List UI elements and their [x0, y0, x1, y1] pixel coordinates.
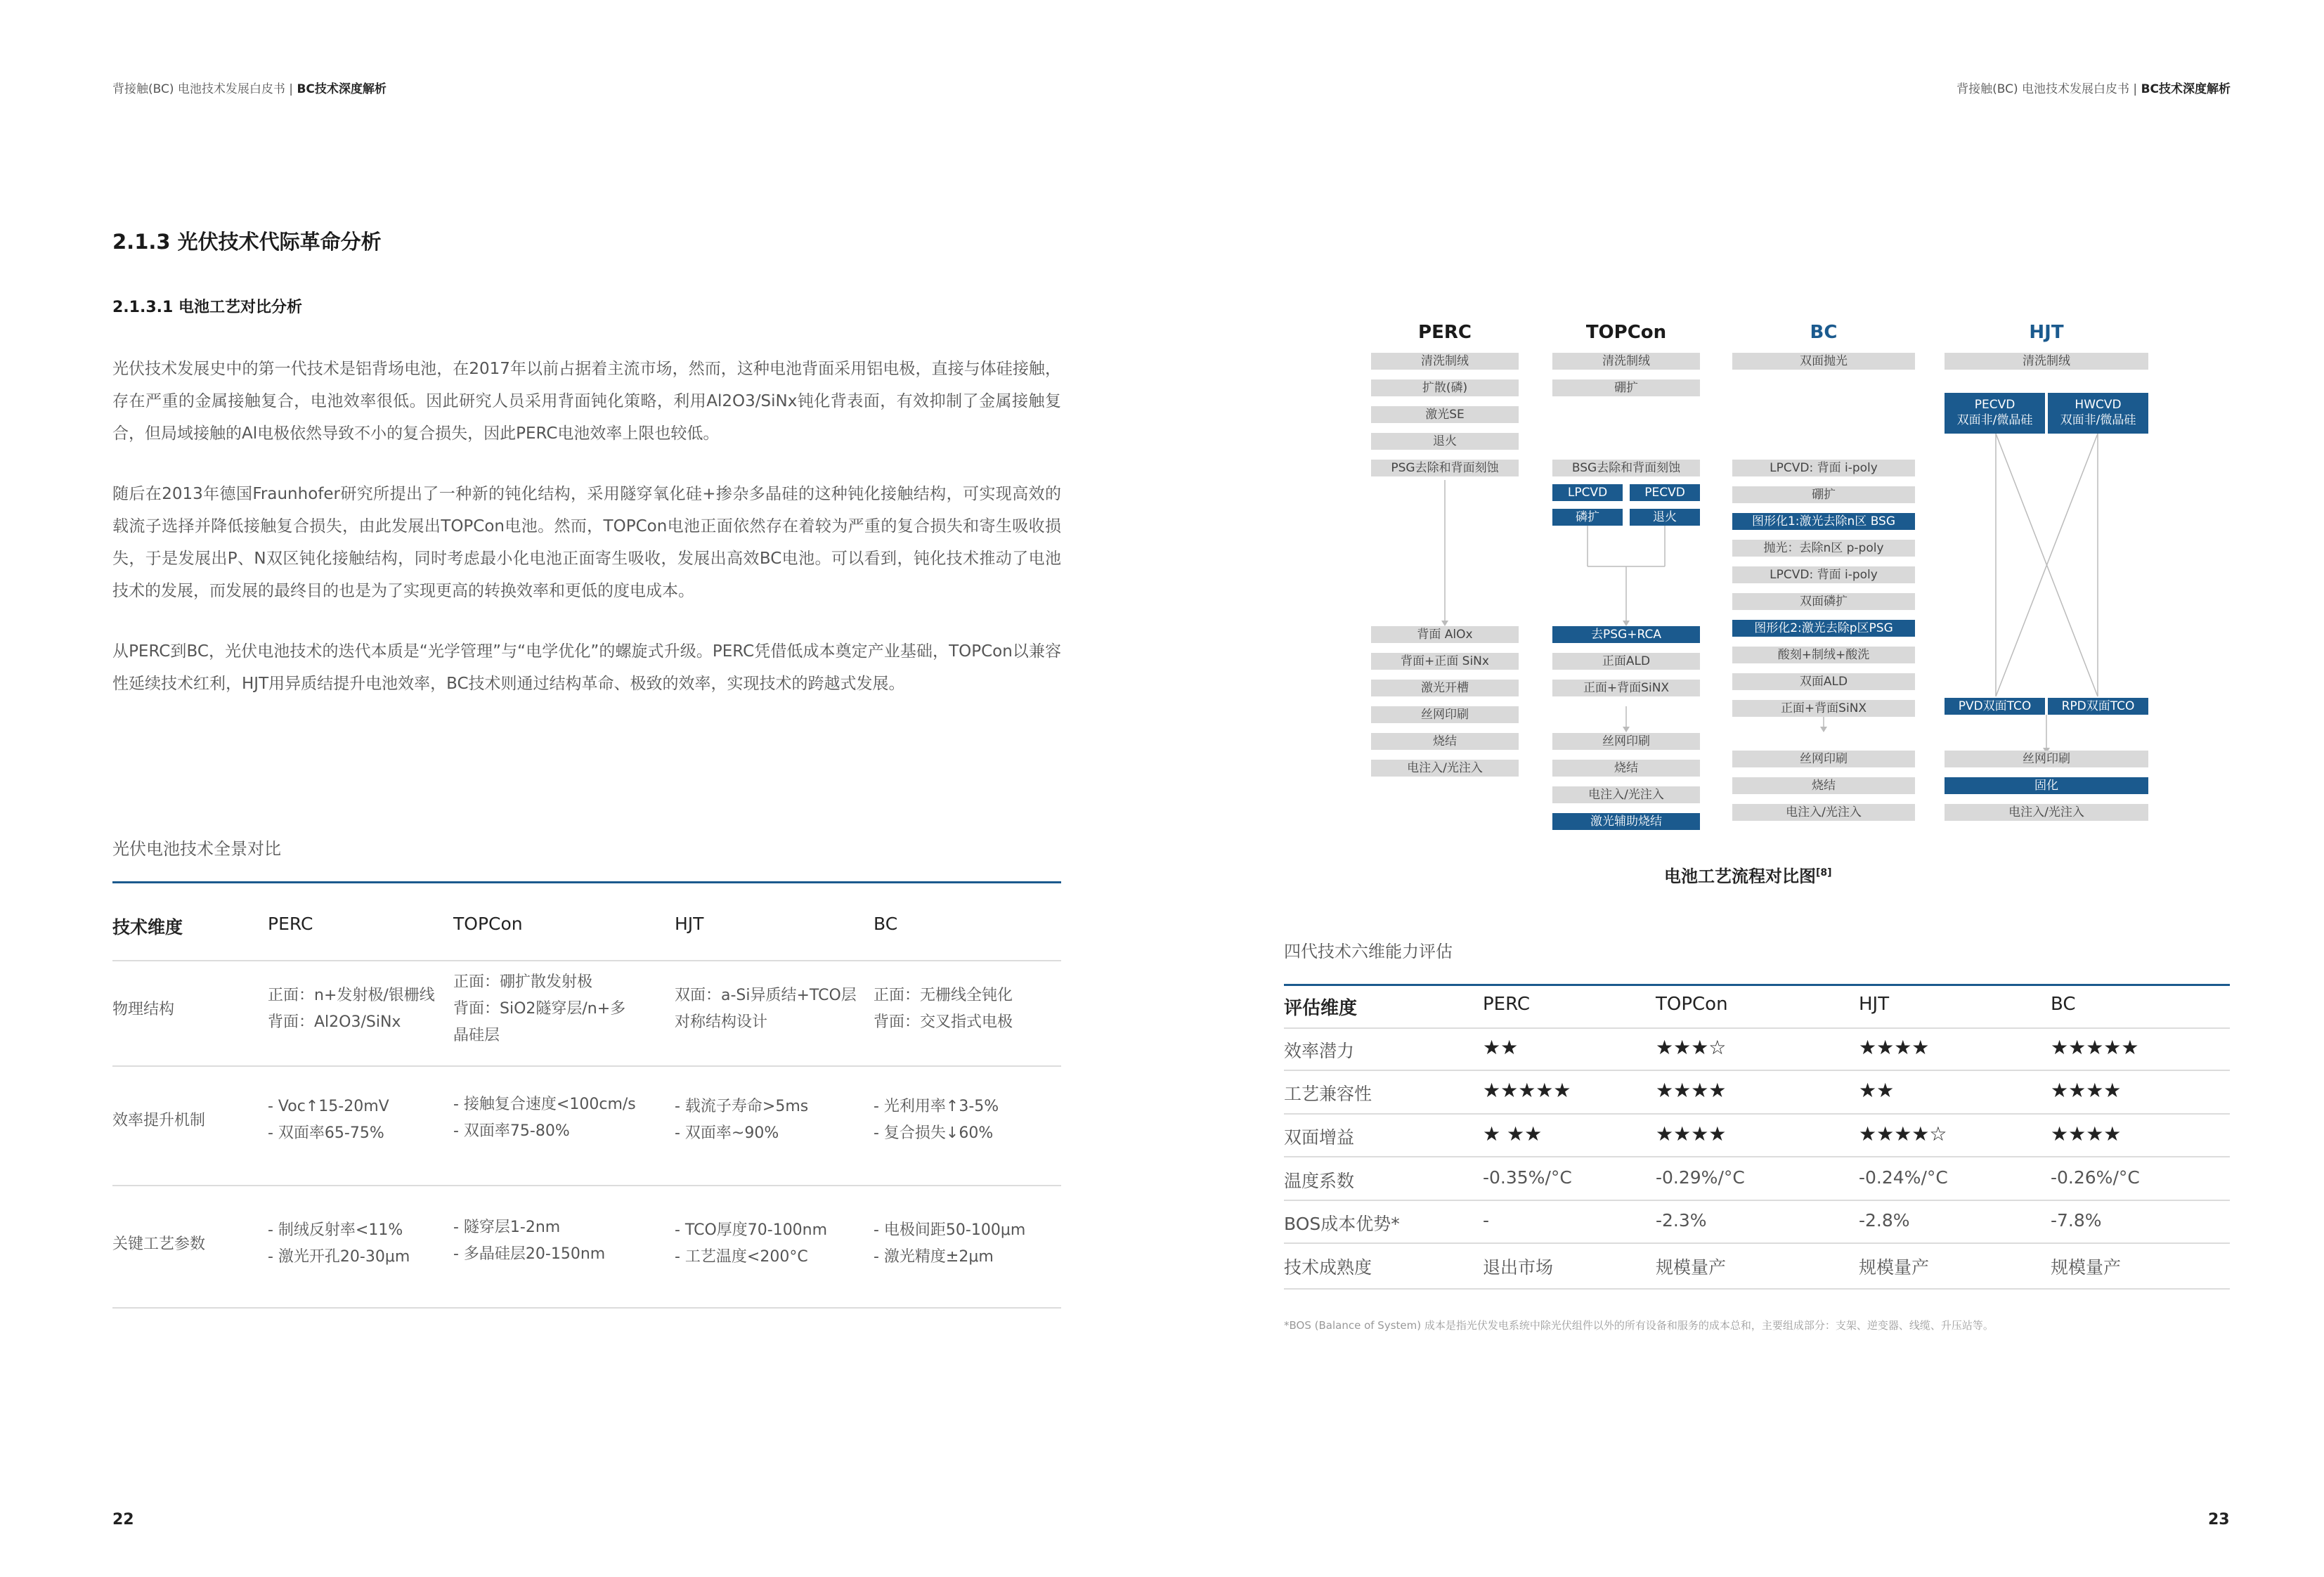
rating-stars: ★ ★★ [1483, 1122, 1543, 1146]
flow-step-highlight: 图形化1:激光去除n区 BSG [1732, 513, 1915, 530]
flow-step: 烧结 [1552, 760, 1700, 777]
row-divider [1284, 1242, 2230, 1244]
flow-step: 退火 [1371, 433, 1519, 450]
flow-step: 正面+背面SiNX [1732, 700, 1915, 717]
rating-stars: ★★★☆ [1656, 1036, 1727, 1059]
row-divider [112, 960, 1061, 961]
left-table-row-label: 物理结构 [112, 1001, 175, 1018]
right-table-header-perc: PERC [1483, 994, 1531, 1015]
flow-step: 清洗制绒 [1552, 353, 1700, 370]
right-table-header-hjt: HJT [1859, 994, 1890, 1015]
paragraph-3: 从PERC到BC，光伏电池技术的迭代本质是“光学管理”与“电学优化”的螺旋式升级。PERC凭借低成本奠定产业基础，TOPCon以兼容性延续技术红利，HJT用异质结提升电池效率，BC技术则通过结构革命、极致的效率，实现技术的跨越式发展。 [112, 642, 1061, 693]
flow-step-highlight: LPCVD [1552, 484, 1623, 501]
rating-stars: ★★★★ [2051, 1122, 2122, 1146]
flow-step: 电注入/光注入 [1552, 786, 1700, 803]
flow-step: 硼扩 [1732, 486, 1915, 503]
right-table-header-dimension: 评估维度 [1284, 998, 1358, 1019]
left-table-header-dimension: 技术维度 [112, 917, 183, 937]
section-title: 2.1.3 光伏技术代际革命分析 [112, 230, 382, 254]
flow-step-highlight: PECVD 双面非/微晶硅 [1945, 393, 2045, 434]
page-number-left: 22 [112, 1511, 134, 1529]
right-table-cell: 规模量产 [2051, 1257, 2122, 1278]
left-table-cell: - 制绒反射率<11% - 激光开孔20-30μm [268, 1221, 410, 1266]
flow-step: LPCVD: 背面 i-poly [1732, 460, 1915, 476]
flow-step: 正面ALD [1552, 653, 1700, 670]
flow-step: 双面ALD [1732, 673, 1915, 690]
left-table-cell: 正面：无栅线全钝化 背面：交叉指式电极 [874, 987, 1013, 1031]
flow-step: 丝网印刷 [1732, 751, 1915, 767]
right-table-row-label: 技术成熟度 [1284, 1257, 1372, 1278]
flow-step: LPCVD: 背面 i-poly [1732, 566, 1915, 583]
rating-stars: ★★ [1859, 1079, 1895, 1102]
right-table-caption: 四代技术六维能力评估 [1284, 942, 1453, 961]
flow-step: 背面+正面 SiNx [1371, 653, 1519, 670]
paragraph-1: 光伏技术发展史中的第一代技术是铝背场电池，在2017年以前占据着主流市场，然而，这种电池背面采用铝电极，直接与体硅接触，存在严重的金属接触复合，电池效率很低。因此研究人员采用背面钝化策略，利用Al2O3/SiNx钝化背表面，有效抑制了金属接触复合，但局域接触的Al电极依然导致不小的复合损失，因此PERC电池效率上限也较低。 [112, 360, 1061, 443]
rating-stars: ★★★★ [1859, 1036, 1930, 1059]
flow-step: PSG去除和背面刻蚀 [1371, 460, 1519, 476]
row-divider [1284, 1200, 2230, 1201]
right-table-cell: 规模量产 [1859, 1257, 1930, 1278]
flow-step-highlight: 去PSG+RCA [1552, 626, 1700, 643]
left-table-cell: 正面：硼扩散发射极 背面：SiO2隧穿层/n+多 晶硅层 [453, 973, 626, 1044]
right-table-row-label: 工艺兼容性 [1284, 1084, 1372, 1104]
flow-step: 电注入/光注入 [1371, 760, 1519, 777]
flow-step: 电注入/光注入 [1732, 804, 1915, 821]
flow-step: 烧结 [1371, 733, 1519, 750]
footnote: *BOS (Balance of System) 成本是指光伏发电系统中除光伏组件以外的所有设备和服务的成本总和，主要组成部分：支架、逆变器、线缆、升压站等。 [1284, 1319, 1994, 1332]
right-table-cell: -0.29%/°C [1656, 1167, 1745, 1188]
flow-step-highlight: 固化 [1945, 777, 2148, 794]
flow-step: 激光开槽 [1371, 680, 1519, 696]
right-table-row-label: 温度系数 [1284, 1171, 1355, 1191]
flow-title-hjt: HJT [2029, 322, 2064, 343]
section-subtitle: 2.1.3.1 电池工艺对比分析 [112, 299, 302, 316]
left-table-cell: - Voc↑15-20mV - 双面率65-75% [268, 1098, 389, 1142]
right-table-row-label: 双面增益 [1284, 1127, 1355, 1148]
right-table-cell: - [1483, 1210, 1490, 1231]
left-table-cell: - 载流子寿命>5ms - 双面率~90% [675, 1098, 809, 1142]
left-table-row-label: 关键工艺参数 [112, 1235, 206, 1253]
right-table-cell: -2.8% [1859, 1210, 1910, 1231]
right-table-cell: -7.8% [2051, 1210, 2102, 1231]
flow-step-highlight: 图形化2:激光去除p区PSG [1732, 620, 1915, 637]
flow-connectors [1335, 0, 2249, 914]
flow-step: 丝网印刷 [1552, 733, 1700, 750]
left-table-row-label: 效率提升机制 [112, 1112, 206, 1129]
right-table-cell: -0.26%/°C [2051, 1167, 2140, 1188]
flow-step: 背面 AlOx [1371, 626, 1519, 643]
left-table-cell: - 电极间距50-100μm - 激光精度±2μm [874, 1221, 1026, 1266]
flow-step: 电注入/光注入 [1945, 804, 2148, 821]
right-table-cell: -0.24%/°C [1859, 1167, 1948, 1188]
flow-step-highlight: RPD双面TCO [2048, 698, 2148, 715]
flow-step-highlight: 退火 [1630, 509, 1700, 526]
right-table-cell: 退出市场 [1483, 1257, 1554, 1278]
right-table-row-label: 效率潜力 [1284, 1041, 1355, 1061]
flow-step-highlight: PECVD [1630, 484, 1700, 501]
row-divider [112, 1307, 1061, 1309]
left-table-cell: - 隧穿层1-2nm - 多晶硅层20-150nm [453, 1219, 606, 1263]
left-table-header-perc: PERC [268, 914, 313, 934]
flow-step-highlight: HWCVD 双面非/微晶硅 [2048, 393, 2148, 434]
row-divider [1284, 1156, 2230, 1157]
flow-step: 清洗制绒 [1945, 353, 2148, 370]
rating-stars: ★★★★ [2051, 1079, 2122, 1102]
rating-stars: ★★★★ [1656, 1079, 1727, 1102]
flow-step: 清洗制绒 [1371, 353, 1519, 370]
row-divider [1284, 1027, 2230, 1029]
right-table-header-topcon: TOPCon [1656, 994, 1728, 1015]
flow-step: 丝网印刷 [1371, 706, 1519, 723]
flow-step: 双面磷扩 [1732, 593, 1915, 610]
row-divider [1284, 1288, 2230, 1290]
page-number-right: 23 [2208, 1511, 2230, 1529]
flow-step-highlight: 激光辅助烧结 [1552, 813, 1700, 830]
flow-step: 激光SE [1371, 406, 1519, 423]
flow-step-highlight: PVD双面TCO [1945, 698, 2045, 715]
flow-step: 抛光：去除n区 p-poly [1732, 540, 1915, 557]
running-header-right: 背接触(BC) 电池技术发展白皮书 | BC技术深度解析 [1956, 82, 2231, 96]
right-table-top-rule [1284, 984, 2230, 986]
paragraph-2: 随后在2013年德国Fraunhofer研究所提出了一种新的钝化结构，采用隧穿氧化硅+掺杂多晶硅的这种钝化接触结构，可实现高效的载流子选择并降低接触复合损失，由此发展出TOPCon电池。然而，TOPCon电池正面依然存在着较为严重的复合损失和寄生吸收损失，于是发展出P、N双区钝化接触结构，同时考虑最小化电池正面寄生吸收，发展出高效BC电池。可以看到，钝化技术推动了电池技术的发展，而发展的最终目的也是为了实现更高的转换效率和更低的度电成本。 [112, 485, 1061, 600]
right-table-cell: 规模量产 [1656, 1257, 1727, 1278]
flow-step-highlight: 磷扩 [1552, 509, 1623, 526]
left-table-header-bc: BC [874, 914, 898, 934]
flow-step: BSG去除和背面刻蚀 [1552, 460, 1700, 476]
rating-stars: ★★ [1483, 1036, 1519, 1059]
rating-stars: ★★★★★ [1483, 1079, 1571, 1102]
left-table-cell: - 接触复合速度<100cm/s - 双面率75-80% [453, 1096, 636, 1140]
flow-step: 扩散(磷) [1371, 379, 1519, 396]
flow-step: 硼扩 [1552, 379, 1700, 396]
flow-step: 丝网印刷 [1945, 751, 2148, 767]
right-table-cell: -2.3% [1656, 1210, 1707, 1231]
left-table-cell: - 光利用率↑3-5% - 复合损失↓60% [874, 1098, 999, 1142]
left-table-caption: 光伏电池技术全景对比 [112, 839, 281, 859]
flow-step: 酸刻+制绒+酸洗 [1732, 647, 1915, 663]
rating-stars: ★★★★ [1656, 1122, 1727, 1146]
rating-stars: ★★★★★ [2051, 1036, 2139, 1059]
right-table-header-bc: BC [2051, 994, 2076, 1015]
flow-step: 烧结 [1732, 777, 1915, 794]
row-divider [1284, 1070, 2230, 1071]
left-table-cell: 双面：a-Si异质结+TCO层 对称结构设计 [675, 987, 857, 1031]
row-divider [112, 1065, 1061, 1067]
row-divider [112, 1185, 1061, 1186]
process-flow-diagram [1335, 0, 2249, 914]
left-table-header-topcon: TOPCon [453, 914, 523, 934]
flow-caption: 电池工艺流程对比图[8] [1664, 867, 1832, 886]
flow-step: 正面+背面SiNX [1552, 680, 1700, 696]
flow-step: 双面抛光 [1732, 353, 1915, 370]
left-table-cell: - TCO厚度70-100nm - 工艺温度<200°C [675, 1221, 828, 1266]
right-table-row-label: BOS成本优势* [1284, 1214, 1400, 1234]
rating-stars: ★★★★☆ [1859, 1122, 1947, 1146]
running-header-left: 背接触(BC) 电池技术发展白皮书 | BC技术深度解析 [112, 82, 387, 96]
left-table-top-rule [112, 881, 1061, 883]
flow-title-bc: BC [1810, 322, 1838, 343]
left-table-cell: 正面：n+发射极/银栅线 背面：Al2O3/SiNx [268, 987, 435, 1031]
row-divider [1284, 1113, 2230, 1115]
left-table-header-hjt: HJT [675, 914, 704, 934]
flow-title-perc: PERC [1418, 322, 1472, 343]
right-table-cell: -0.35%/°C [1483, 1167, 1572, 1188]
flow-title-topcon: TOPCon [1585, 322, 1667, 343]
